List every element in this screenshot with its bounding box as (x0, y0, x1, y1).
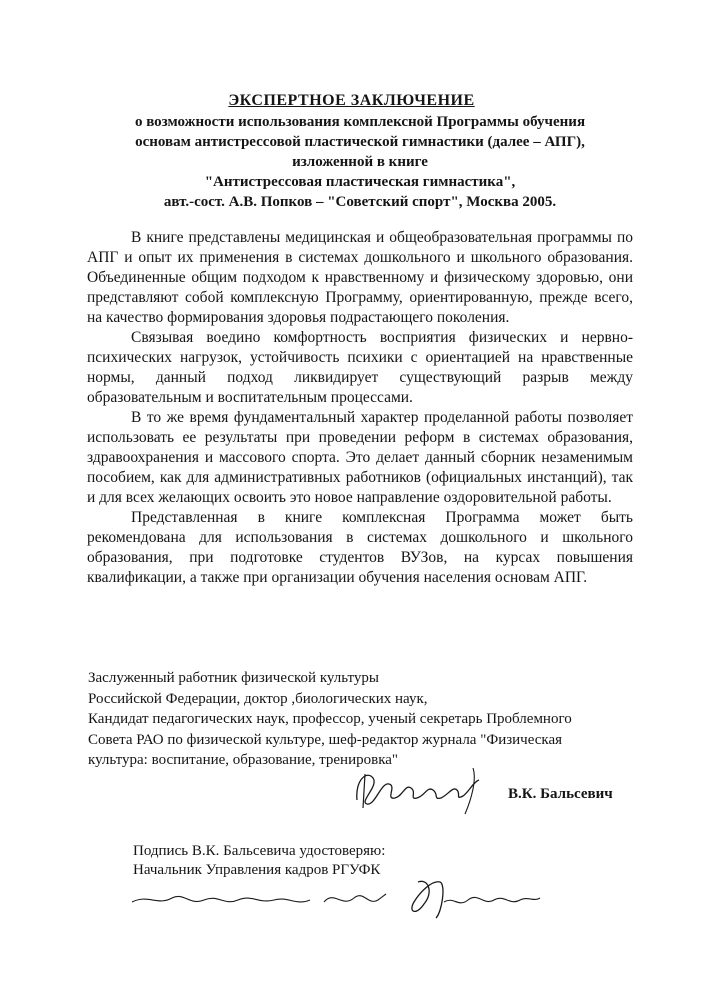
credential-line: Заслуженный работник физической культуры (88, 670, 379, 686)
subtitle-line: о возможности использования комплексной Программы обучения (134, 114, 586, 130)
certification-line: Начальник Управления кадров РГУФК (133, 862, 381, 878)
credential-line: Совета РАО по физической культуре, шеф-редактор журнала "Физическая (88, 731, 563, 748)
subtitle-line: "Антистрессовая пластическая гимнастика", (204, 174, 516, 190)
certification-line: Подпись В.К. Бальсевича удостоверяю: (133, 843, 386, 859)
document-body (87, 228, 633, 588)
body-paragraph: В книге представлены медицинская и общеобразовательная программы по АПГ и опыт их применения в системах дошкольного и школьного образования. Объединенные общим подходом к нравственному и физическому здоровью, они представляют собой комплексную Программу, ориентированную, прежде всего, на качество формирования здоровья подрастающего поколения. (87, 229, 633, 326)
subtitle-line: изложенной в книге (292, 154, 428, 170)
subtitle-line: авт.-сост. А.В. Попков – "Советский спорт", Москва 2005. (163, 194, 557, 210)
credential-line: Российской Федерации, доктор ,биологических наук, (88, 690, 428, 707)
body-paragraph: Связывая воедино комфортность восприятия физических и нервно-психических нагрузок, устойчивость психики с ориентацией на нравственные нормы, данный подход ликвидирует существующий разрыв между образовательным и воспитательным процессами. (87, 329, 633, 406)
credential-line: Кандидат педагогических наук, профессор, ученый секретарь Проблемного (88, 711, 572, 727)
credential-line: культура: воспитание, образование, тренировка" (88, 752, 399, 768)
body-paragraph: В то же время фундаментальный характер проделанной работы позволяет использовать ее результаты при проведении реформ в системах образования, здравоохранения и массового спорта. Это делает данный сборник незаменимым пособием, как для административных работников (официальных инстанций), так и для всех желающих освоить это новое направление оздоровительной работы. (87, 409, 633, 506)
document-title: ЭКСПЕРТНОЕ ЗАКЛЮЧЕНИЕ (228, 92, 475, 109)
body-paragraph: Представленная в книге комплексная Программа может быть рекомендована для использования в системах дошкольного и школьного образования, при подготовке студентов ВУЗов, на курсах повышения квалификации, а также при организации обучения населения основам АПГ. (87, 509, 633, 586)
handwritten-signature-icon (345, 760, 495, 820)
subtitle-line: основам антистрессовой пластической гимнастики (далее – АПГ), (135, 134, 585, 150)
handwritten-certifier-signature-icon (128, 872, 548, 922)
document-subtitle (70, 112, 650, 212)
signatory-credentials (88, 668, 648, 771)
signer-name: В.К. Бальсевич (508, 786, 613, 802)
